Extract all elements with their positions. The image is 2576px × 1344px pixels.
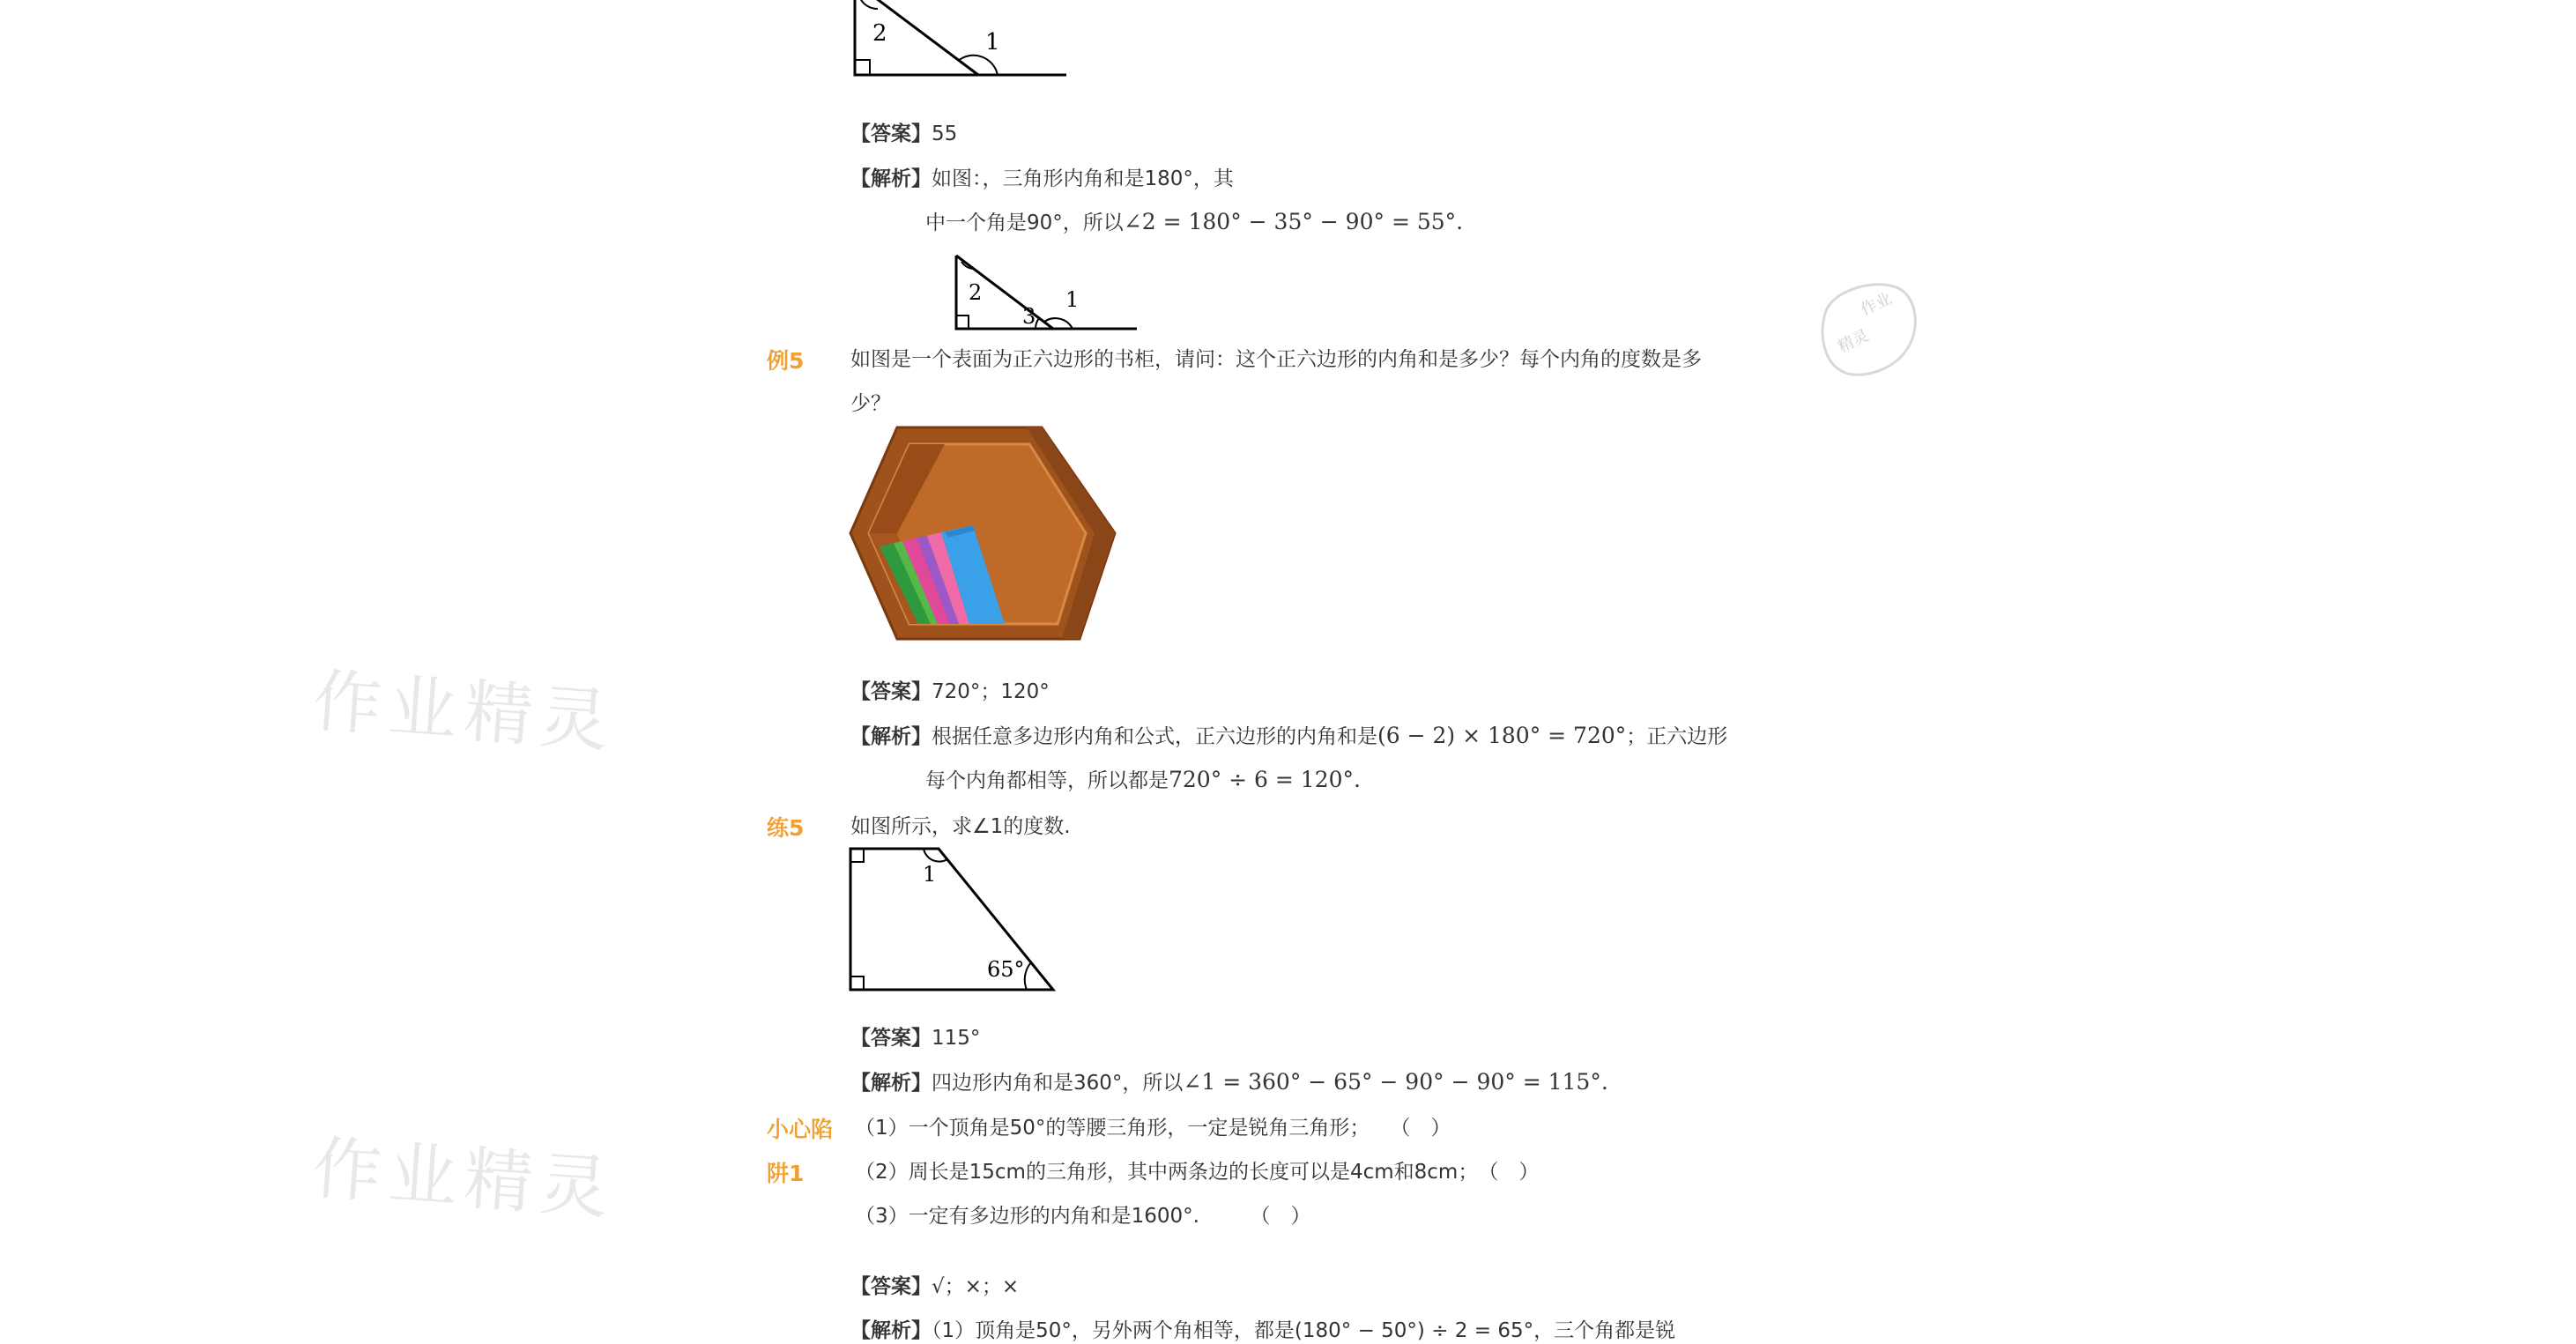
answer-row-1 [850,121,957,147]
analysis-row-trap [850,1318,1675,1344]
analysis-tag: 【解析】 [850,725,932,748]
practice-5-question: 如图所示，求∠1的度数. [850,815,1071,838]
trap-item-1: （1）一个顶角是50°的等腰三角形，一定是锐角三角形； （ ） [855,1117,1451,1140]
practice-5-label: 练5 [767,815,805,841]
stamp-text: 精灵 [1835,326,1872,357]
analysis-text: 如图： [932,167,983,190]
trap-1-label: 小心陷 [767,1117,834,1142]
answer-value: 720°；120° [932,680,1050,703]
answer-row-ex5 [850,679,1050,705]
watermark-text: 作业精灵 [309,1129,619,1229]
analysis-text: 中一个角是90°，所以 [925,212,1124,234]
answer-tag: 【答案】 [850,680,932,703]
example-5-label: 例5 [767,348,805,374]
angle-label-2: 2 [872,20,887,47]
analysis-text: 每个内角都相等，所以都是 [925,769,1169,792]
angle-label-1: 1 [923,862,937,887]
analysis-row-ex5b [925,767,1361,794]
analysis-text: ；正六边形 [1626,725,1728,748]
triangle-diagram-analysis [947,251,1141,332]
angle-label-65: 65° [987,957,1025,982]
trap-item-2: （2）周长是15cm的三角形，其中两条边的长度可以是4cm和8cm； （ ） [855,1161,1540,1184]
analysis-row-1b [925,209,1463,236]
analysis-text: （1）顶角是50°，另外两个角相等，都是(180° − 50°) ÷ 2 = 65°，三个角都是锐 [932,1319,1676,1342]
trap-item-3: （3）一定有多边形的内角和是1600°. （ ） [855,1205,1311,1228]
answer-tag: 【答案】 [850,1275,932,1298]
analysis-math: ∠1 = 360° − 65° − 90° − 90° = 115°. [1183,1069,1608,1095]
answer-tag: 【答案】 [850,123,932,145]
angle-label-1: 1 [1065,287,1080,312]
stamp-text: 作业 [1858,289,1895,320]
watermark-text: 作业精灵 [309,662,619,762]
analysis-text: 根据任意多边形内角和公式，正六边形的内角和是 [932,725,1377,748]
analysis-text: 四边形内角和是360°，所以 [932,1072,1184,1095]
answer-row-pr5 [850,1025,980,1051]
analysis-row-1 [850,165,1234,192]
analysis-math: ∠2 = 180° − 35° − 90° = 55°. [1123,209,1464,234]
answer-tag: 【答案】 [850,1027,932,1050]
answer-row-trap [850,1273,1019,1300]
watermark-stamp-logo [1811,280,1926,382]
analysis-row-ex5 [850,723,1727,750]
analysis-tag: 【解析】 [850,1072,932,1095]
angle-label-3: 3 [1022,304,1036,329]
analysis-text: ，三角形内角和是180°，其 [982,167,1234,190]
analysis-row-pr5 [850,1069,1608,1096]
analysis-math: (6 − 2) × 180° = 720° [1377,723,1627,748]
answer-value: 55 [932,123,958,145]
angle-label-1: 1 [985,29,1000,56]
answer-value: √；×；× [932,1275,1020,1298]
example-5-question-cont: 少？ [850,392,891,415]
trap-1-label-cont: 阱1 [767,1161,805,1186]
trapezoid-diagram [846,844,1062,994]
angle-label-2: 2 [969,280,983,305]
answer-value: 115° [932,1027,981,1050]
triangle-diagram-top [846,0,1075,84]
analysis-math: 720° ÷ 6 = 120°. [1169,767,1361,792]
analysis-tag: 【解析】 [850,167,932,190]
hexagon-bookshelf-image [846,423,1119,643]
analysis-tag: 【解析】 [850,1319,932,1342]
example-5-question: 如图是一个表面为正六边形的书柜，请问：这个正六边形的内角和是多少？每个内角的度数是多 [850,348,1702,371]
